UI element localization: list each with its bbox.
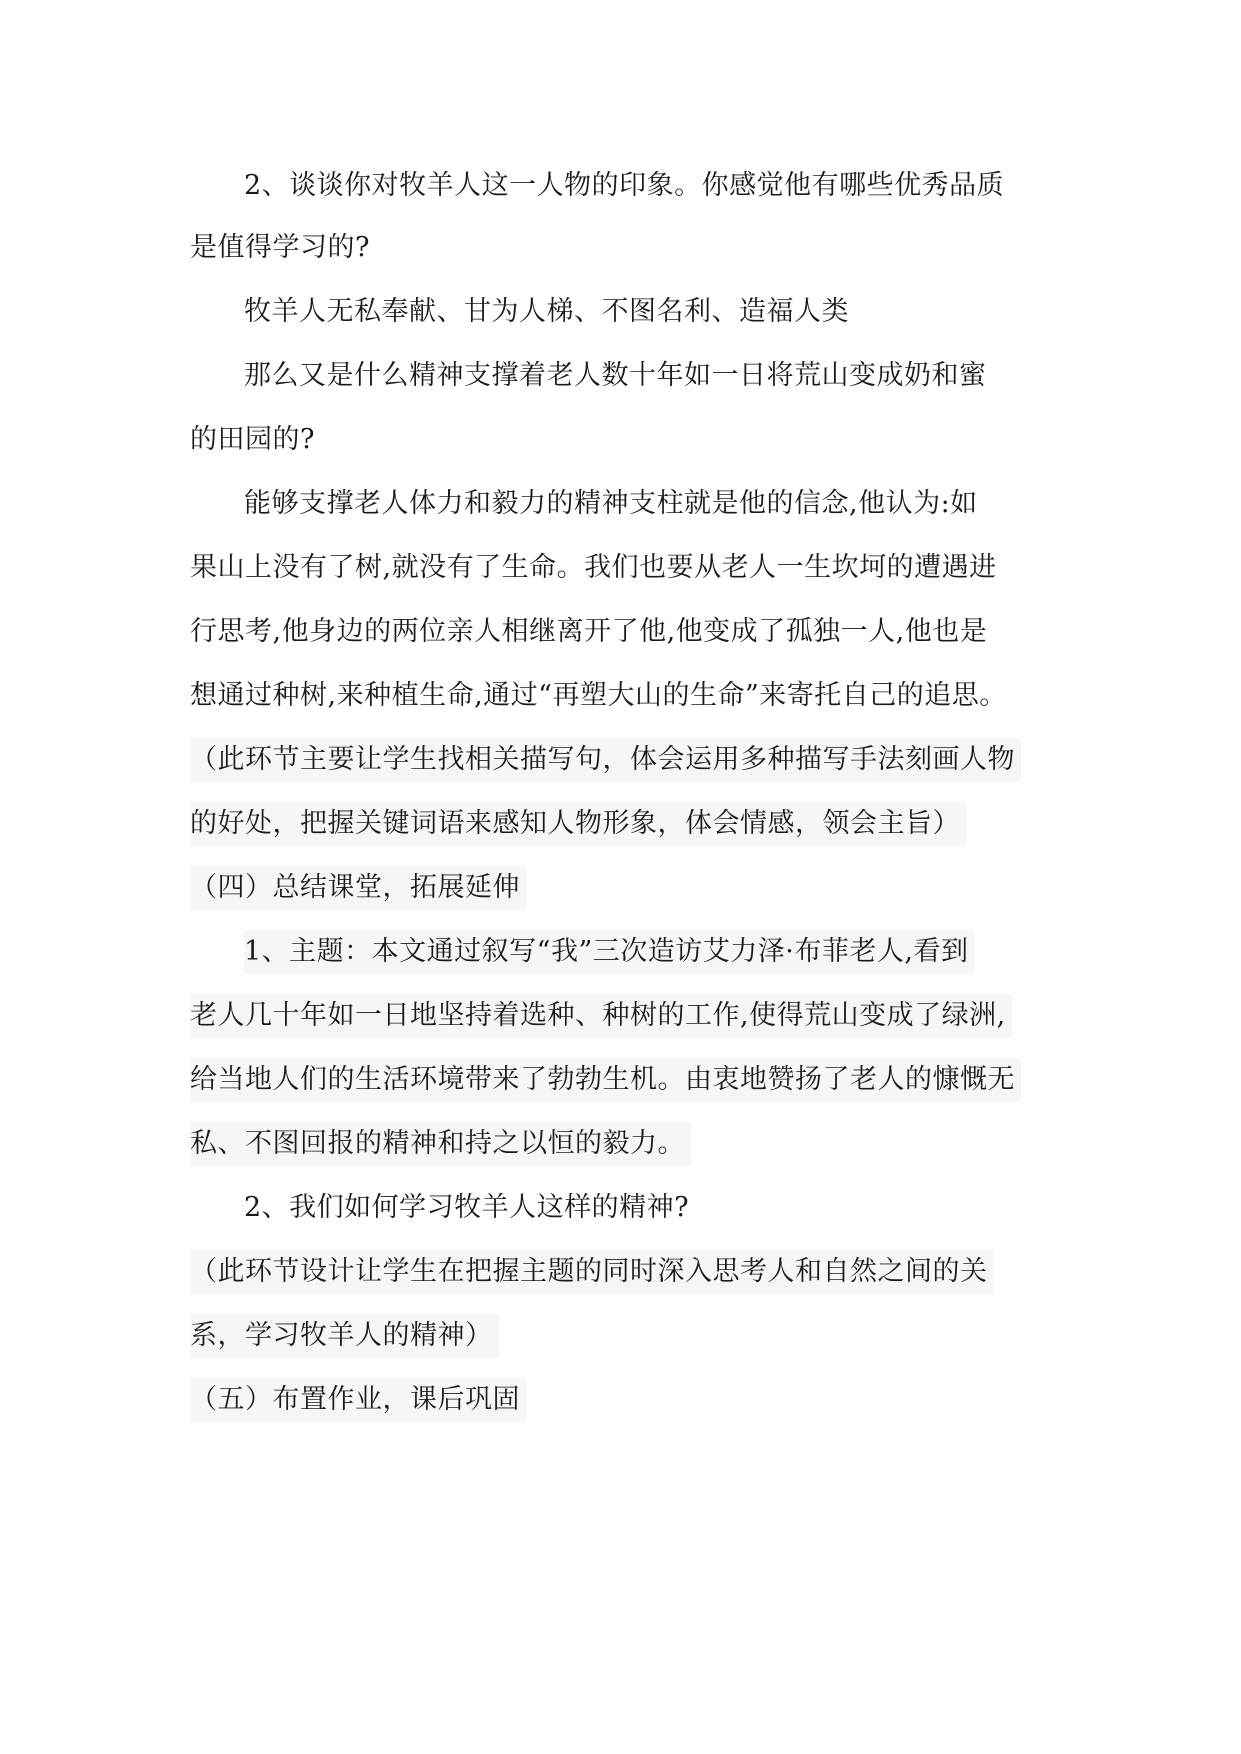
paragraph-line: 牧羊人无私奉献、甘为人梯、不图名利、造福人类 [244,296,849,327]
paragraph-line: 果山上没有了树,就没有了生命。我们也要从老人一生坎坷的遭遇进 [190,552,997,583]
paragraph-line: 给当地人们的生活环境带来了勃勃生机。由衷地赞扬了老人的慷慨无 [190,1058,1021,1102]
paragraph-line: 那么又是什么精神支撑着老人数十年如一日将荒山变成奶和蜜 [244,360,987,391]
note-line: 的好处，把握关键词语来感知人物形象，体会情感，领会主旨） [190,802,966,846]
paragraph-line: 1、主题：本文通过叙写“我”三次造访艾力泽·布菲老人,看到 [244,930,974,974]
note-line: （此环节设计让学生在把握主题的同时深入思考人和自然之间的关 [190,1250,994,1294]
paragraph-line: 能够支撑老人体力和毅力的精神支柱就是他的信念,他认为:如 [244,488,978,519]
paragraph-line: 私、不图回报的精神和持之以恒的毅力。 [190,1122,691,1166]
paragraph-line: 是值得学习的? [190,232,370,263]
paragraph-line: 老人几十年如一日地坚持着选种、种树的工作,使得荒山变成了绿洲, [190,994,1012,1038]
paragraph-line: 行思考,他身边的两位亲人相继离开了他,他变成了孤独一人,他也是 [190,616,988,647]
paragraph-line: 想通过种树,来种植生命,通过“再塑大山的生命”来寄托自己的追思。 [190,680,1007,711]
paragraph-line: 的田园的? [190,424,315,455]
section-heading: （五）布置作业，课后巩固 [190,1378,526,1422]
paragraph-line: 2、谈谈你对牧羊人这一人物的印象。你感觉他有哪些优秀品质 [244,170,1005,201]
note-line: 系，学习牧羊人的精神） [190,1314,499,1358]
paragraph-line: 2、我们如何学习牧羊人这样的精神? [244,1192,690,1223]
section-heading: （四）总结课堂，拓展延伸 [190,866,526,910]
note-line: （此环节主要让学生找相关描写句，体会运用多种描写手法刻画人物 [190,738,1021,782]
